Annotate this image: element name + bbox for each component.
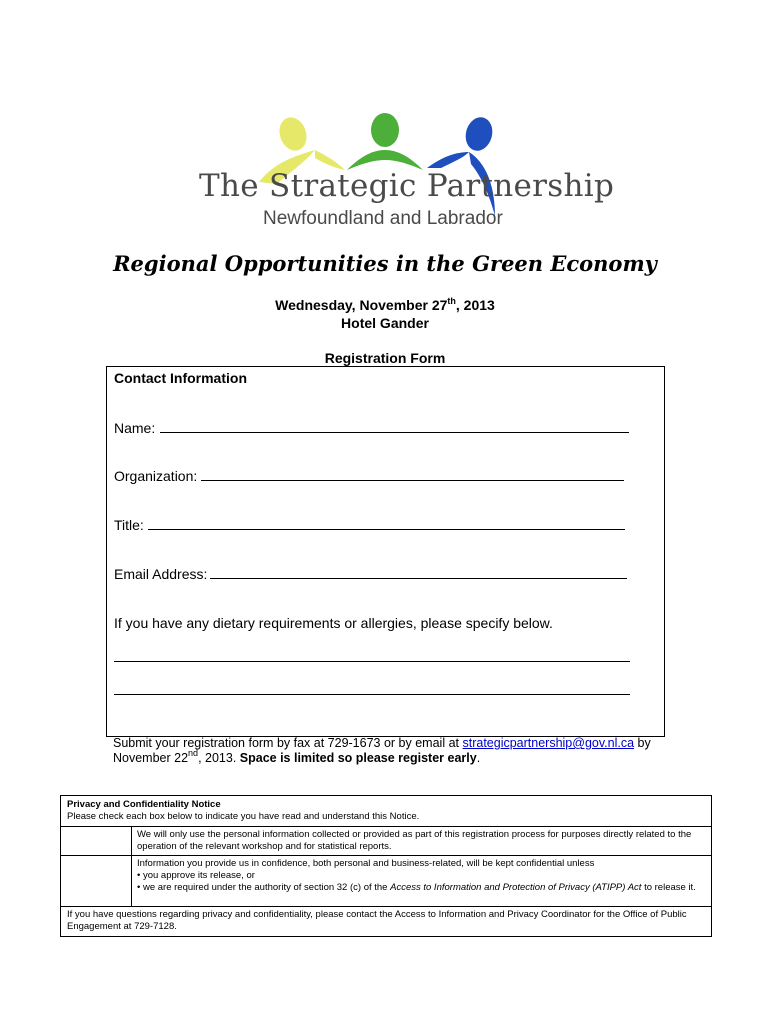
dietary-line-2[interactable]: [114, 694, 630, 695]
contact-info-box: [106, 366, 665, 737]
privacy-row-1: [61, 826, 711, 855]
section-title: Contact Information: [114, 370, 247, 386]
email-label: Email Address:: [114, 566, 208, 582]
event-date: Wednesday, November 27th, 2013: [275, 296, 495, 313]
event-venue: Hotel Gander: [341, 315, 429, 331]
submit-instructions: Submit your registration form by fax at 729-1673 or by email at strategicpartnership@gov.nl.ca by November 22nd, 2013. Space is limited so please register early.: [113, 736, 651, 765]
title-field[interactable]: [148, 529, 625, 530]
privacy-divider: [61, 906, 711, 907]
dietary-line-1[interactable]: [114, 661, 630, 662]
logo-main-text: The Strategic Partnership: [199, 168, 615, 204]
name-label: Name:: [114, 420, 156, 436]
strategic-partnership-logo: [195, 112, 615, 234]
email-field[interactable]: [210, 578, 627, 579]
title-label: Title:: [114, 517, 144, 533]
privacy-item-2: Information you provide us in confidence, both personal and business-related, will be kept confidential unless • you approve its release, or • we are required under the authority of section 32 (c) of the Access to Information and Protection of Privacy (ATIPP) Act to release it.: [137, 858, 696, 893]
privacy-instruction: Please check each box below to indicate you have read and understand this Notice.: [67, 811, 420, 822]
logo-sub-text: Newfoundland and Labrador: [263, 208, 503, 229]
privacy-notice: [60, 795, 712, 937]
event-title: Regional Opportunities in the Green Economy: [113, 251, 657, 276]
privacy-footer: If you have questions regarding privacy and confidentiality, please contact the Access to Information and Privacy Coordinator for the Office of Public Engagement at 729-7128.: [67, 909, 687, 932]
form-heading: Registration Form: [324, 350, 446, 366]
privacy-row-2: [61, 855, 711, 906]
privacy-item-1: We will only use the personal information collected or provided as part of this registration process for purposes directly related to the operation of the relevant workshop and for statistical reports.: [137, 829, 692, 852]
organization-field[interactable]: [201, 480, 624, 481]
privacy-checkbox-2[interactable]: [61, 856, 132, 906]
name-field[interactable]: [160, 432, 629, 433]
organization-label: Organization:: [114, 468, 198, 484]
email-link[interactable]: strategicpartnership@gov.nl.ca: [462, 736, 635, 750]
privacy-checkbox-1[interactable]: [61, 827, 132, 855]
dietary-prompt: If you have any dietary requirements or allergies, please specify below.: [114, 615, 553, 631]
privacy-header: [67, 799, 419, 823]
privacy-title: Privacy and Confidentiality Notice: [67, 799, 221, 810]
